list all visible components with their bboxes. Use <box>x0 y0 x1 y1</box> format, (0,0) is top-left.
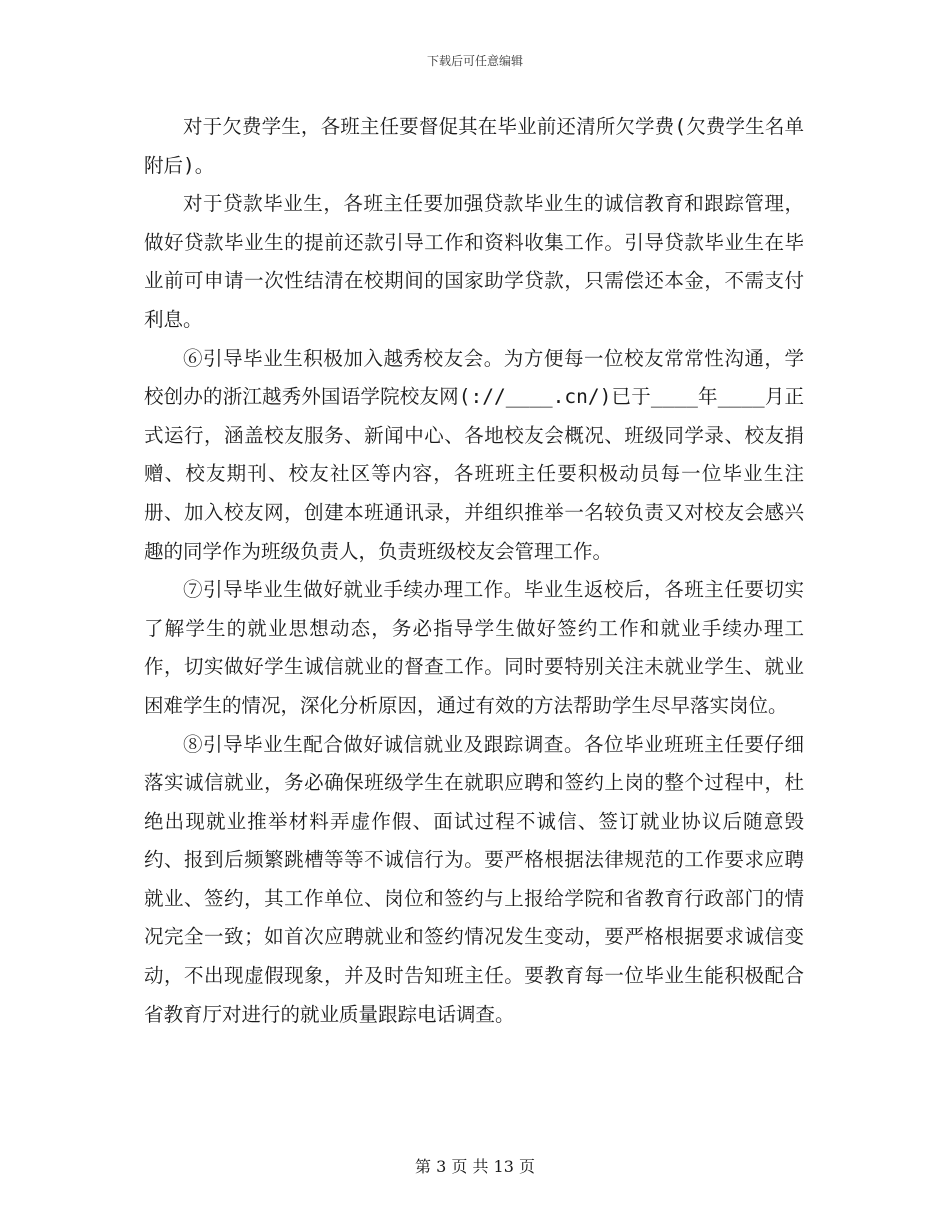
paragraph-alumni-association: ⑥引导毕业生积极加入越秀校友会。为方便每一位校友常常性沟通，学校创办的浙江越秀外国语学院校友网(://____.cn/)已于____年____月正式运行，涵盖校友服务、新闻中心、各地校友会概况、班级同学录、校友捐赠、校友期刊、校友社区等内容，各班班主任要积极动员每一位毕业生注册、加入校友网，创建本班通讯录，并组织推举一名较负责又对校友会感兴趣的同学作为班级负责人，负责班级校友会管理工作。 <box>144 346 804 563</box>
body-content <box>144 108 804 1034</box>
paragraph-employment-procedures: ⑦引导毕业生做好就业手续办理工作。毕业生返校后，各班主任要切实了解学生的就业思想动态，务必指导学生做好签约工作和就业手续办理工作，切实做好学生诚信就业的督查工作。同时要特别关注未就业学生、就业困难学生的情况，深化分析原因，通过有效的方法帮助学生尽早落实岗位。 <box>144 578 804 717</box>
paragraph-loan-graduates: 对于贷款毕业生，各班主任要加强贷款毕业生的诚信教育和跟踪管理，做好贷款毕业生的提前还款引导工作和资料收集工作。引导贷款毕业生在毕业前可申请一次性结清在校期间的国家助学贷款，只需偿还本金，不需支付利息。 <box>144 192 804 331</box>
page-footer: 第 3 页 共 13 页 <box>415 1157 535 1176</box>
page-header: 下载后可任意编辑 <box>426 54 523 68</box>
paragraph-unpaid-fees: 对于欠费学生，各班主任要督促其在毕业前还清所欠学费(欠费学生名单附后)。 <box>144 115 804 177</box>
paragraph-integrity-employment: ⑧引导毕业生配合做好诚信就业及跟踪调查。各位毕业班班主任要仔细落实诚信就业，务必确保班级学生在就职应聘和签约上岗的整个过程中，杜绝出现就业推举材料弄虚作假、面试过程不诚信、签订就业协议后随意毁约、报到后频繁跳槽等等不诚信行为。要严格根据法律规范的工作要求应聘就业、签约，其工作单位、岗位和签约与上报给学院和省教育行政部门的情况完全一致；如首次应聘就业和签约情况发生变动，要严格根据要求诚信变动，不出现虚假现象，并及时告知班主任。要教育每一位毕业生能积极配合省教育厅对进行的就业质量跟踪电话调查。 <box>144 732 804 1026</box>
